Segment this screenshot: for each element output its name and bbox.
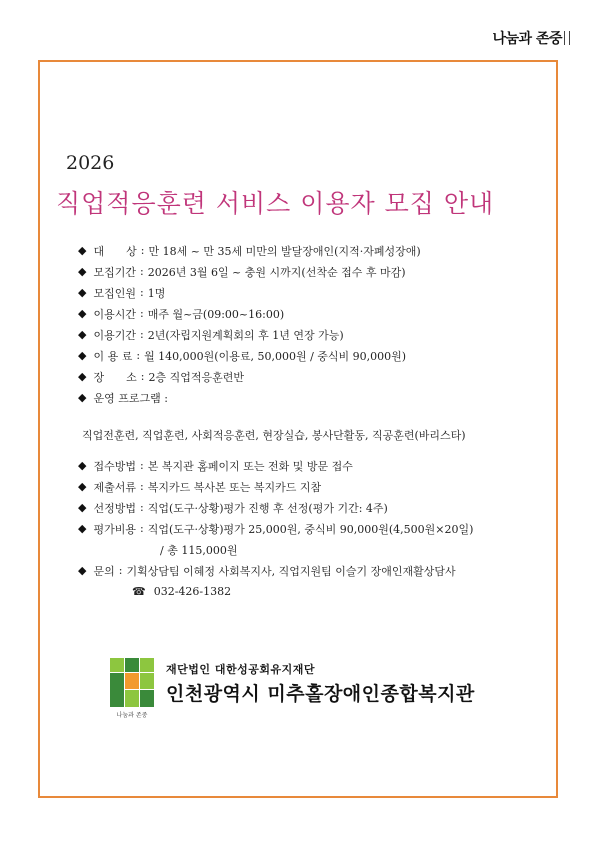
info-row-headcount: ◆ 모집인원 : 1명 [78, 286, 166, 300]
info-value: 매주 월~금(09:00~16:00) [147, 307, 285, 321]
header-logo-text: 나눔과 존중 [492, 31, 562, 47]
info-label: 대 상 [93, 244, 137, 258]
organization-emblem-icon [110, 658, 154, 719]
info-label: 이용기간 [93, 328, 136, 342]
bullet-diamond: ◆ [78, 307, 87, 320]
info-value: 만 18세 ~ 만 35세 미만의 발달장애인(지적·자폐성장애) [148, 244, 421, 258]
info-list [78, 240, 548, 408]
info-row-fee: ◆ 이 용 료 : 월 140,000원(이용료, 50,000원 / 중식비 90,000원) [78, 349, 407, 363]
bullet-diamond: ◆ [78, 328, 87, 341]
info-value: 월 140,000원(이용료, 50,000원 / 중식비 90,000원) [144, 349, 407, 363]
info-row-application: ◆ 접수방법 : 본 복지관 홈페이지 또는 전화 및 방문 접수 [78, 459, 353, 473]
info-list-2 [78, 455, 548, 602]
info-label: 이용시간 [93, 307, 136, 321]
info-row-hours: ◆ 이용시간 : 매주 월~금(09:00~16:00) [78, 307, 285, 321]
info-value: 직업(도구·상황)평가 진행 후 선정(평가 기간: 4주) [147, 501, 388, 515]
header-logo [493, 28, 571, 48]
poster-year: 2026 [66, 152, 115, 174]
organization-subtitle: 재단법인 대한성공회유지재단 [166, 662, 315, 676]
program-list: 직업전훈련, 직업훈련, 사회적응훈련, 현장실습, 봉사단활동, 직공훈련(바리스타) [82, 429, 466, 442]
bullet-diamond: ◆ [78, 349, 87, 362]
organization-block [110, 658, 475, 719]
cost-total: / 총 115,000원 [160, 543, 238, 557]
bullet-diamond: ◆ [78, 286, 87, 299]
header-logo-mark [564, 31, 570, 45]
phone-number: 032-426-1382 [153, 585, 232, 598]
bullet-diamond: ◆ [78, 391, 87, 404]
info-label: 장 소 [93, 370, 137, 384]
info-row-duration: ◆ 이용기간 : 2년(자립지원계획회의 후 1년 연장 가능) [78, 328, 344, 342]
info-row-documents: ◆ 제출서류 : 복지카드 복사본 또는 복지카드 지참 [78, 480, 322, 494]
info-row-target: ◆ 대 상 : 만 18세 ~ 만 35세 미만의 발달장애인(지적·자폐성장애) [78, 244, 421, 258]
info-value: 기획상담팀 이혜정 사회복지사, 직업지원팀 이슬기 장애인재활상담사 [126, 564, 456, 578]
info-value: 1명 [147, 286, 166, 300]
info-label: 운영 프로그램 : [93, 391, 168, 405]
info-value: 2년(자립지원계획회의 후 1년 연장 가능) [147, 328, 344, 342]
info-label: 모집기간 [93, 265, 136, 279]
info-row-selection: ◆ 선정방법 : 직업(도구·상황)평가 진행 후 선정(평가 기간: 4주) [78, 501, 388, 515]
info-value: 2층 직업적응훈련반 [148, 370, 244, 384]
info-value: 본 복지관 홈페이지 또는 전화 및 방문 접수 [147, 459, 353, 473]
telephone-icon: ☎ [132, 585, 146, 598]
info-label: 이 용 료 [93, 349, 133, 363]
info-label: 모집인원 [93, 286, 136, 300]
info-row-evaluation-cost: ◆ 평가비용 : 직업(도구·상황)평가 25,000원, 중식비 90,000원(4,500원×20일) [78, 522, 474, 536]
organization-name: 인천광역시 미추홀장애인종합복지관 [166, 682, 475, 705]
info-value: 2026년 3월 6일 ~ 충원 시까지(선착순 접수 후 마감) [147, 265, 406, 279]
info-label: 제출서류 [93, 480, 136, 494]
info-label: 문의 [93, 564, 115, 578]
emblem-caption: 나눔과 존중 [116, 712, 148, 719]
bullet-diamond: ◆ [78, 459, 87, 472]
bullet-diamond: ◆ [78, 501, 87, 514]
info-row-program [78, 387, 548, 408]
info-row-place: ◆ 장 소 : 2층 직업적응훈련반 [78, 370, 244, 384]
info-label: 선정방법 [93, 501, 136, 515]
bullet-diamond: ◆ [78, 244, 87, 257]
bullet-diamond: ◆ [78, 480, 87, 493]
info-value: 직업(도구·상황)평가 25,000원, 중식비 90,000원(4,500원×20일) [147, 522, 474, 536]
info-label: 접수방법 [93, 459, 136, 473]
poster-title: 직업적응훈련 서비스 이용자 모집 안내 [56, 189, 495, 218]
bullet-diamond: ◆ [78, 265, 87, 278]
info-row-period: ◆ 모집기간 : 2026년 3월 6일 ~ 충원 시까지(선착순 접수 후 마감) [78, 265, 406, 279]
info-value: 복지카드 복사본 또는 복지카드 지참 [147, 480, 322, 494]
bullet-diamond: ◆ [78, 522, 87, 535]
info-row-contact: ◆ 문의 : 기획상담팀 이혜정 사회복지사, 직업지원팀 이슬기 장애인재활상담사 [78, 564, 456, 578]
info-label: 평가비용 [93, 522, 136, 536]
contact-phone [78, 581, 548, 602]
bullet-diamond: ◆ [78, 564, 87, 577]
bullet-diamond: ◆ [78, 370, 87, 383]
